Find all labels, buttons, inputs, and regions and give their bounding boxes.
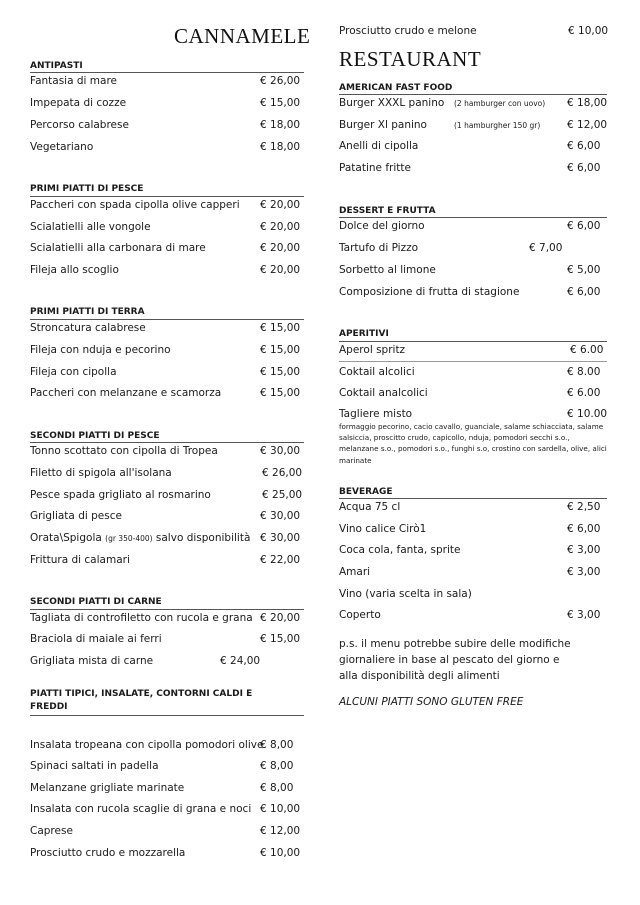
menu-item-name: Scialatielli alle vongole <box>30 221 151 233</box>
menu-item-price: € 22,00 <box>260 554 301 566</box>
menu-item-price: € 12,00 <box>567 119 608 131</box>
menu-item-price: € 30,00 <box>260 532 301 544</box>
menu-item-name: Coca cola, fanta, sprite <box>339 544 461 556</box>
section-divider <box>30 442 304 443</box>
section-heading-primi-terra: PRIMI PIATTI DI TERRA <box>30 307 145 317</box>
menu-item-price: € 8,00 <box>260 760 294 772</box>
menu-item-price: € 25,00 <box>262 489 303 501</box>
menu-item-name: Coperto <box>339 609 381 621</box>
section-heading-secondi-carne: SECONDI PIATTI DI CARNE <box>30 597 162 607</box>
menu-footnote: p.s. il menu potrebbe subire delle modifiche giornaliere in base al pescato del giorno e alla disponibilità degli alimenti <box>339 638 571 682</box>
menu-item-name: Scialatielli alla carbonara di mare <box>30 242 206 254</box>
menu-item-name: Frittura di calamari <box>30 554 130 566</box>
section-heading-primi-pesce: PRIMI PIATTI DI PESCE <box>30 184 144 194</box>
menu-item-price: € 24,00 <box>220 655 261 667</box>
menu-item-name: Caprese <box>30 825 73 837</box>
menu-item-price: € 8,00 <box>260 739 294 751</box>
menu-item-orata-spigola <box>30 532 250 544</box>
menu-item-price: € 5,00 <box>567 264 601 276</box>
menu-item-name: Vino (varia scelta in sala) <box>339 588 472 600</box>
menu-item-name: Grigliata di pesce <box>30 510 122 522</box>
menu-item-name: Insalata tropeana con cipolla pomodori olive <box>30 739 264 751</box>
restaurant-name: CANNAMELE <box>174 24 311 48</box>
menu-item-name: Spinaci saltati in padella <box>30 760 159 772</box>
menu-item-name: Percorso calabrese <box>30 119 129 131</box>
menu-item-price: € 3,00 <box>567 566 601 578</box>
menu-item-name: Coktail analcolici <box>339 387 428 399</box>
menu-item-price: € 15,00 <box>260 366 301 378</box>
menu-item-name: Amari <box>339 566 371 578</box>
menu-item-name: Pesce spada grigliato al rosmarino <box>30 489 211 501</box>
menu-item-price: € 12,00 <box>260 825 301 837</box>
menu-item-price: € 20,00 <box>260 199 301 211</box>
menu-item-name: Insalata con rucola scaglie di grana e noci <box>30 803 252 815</box>
row-divider <box>339 361 607 362</box>
section-heading-beverage: BEVERAGE <box>339 487 393 497</box>
tagliere-description: formaggio pecorino, cacio cavallo, guanciale, salame schiacciata, salame salsiccia, proscitto crudo, capicollo, nduja, pomodori secchi s.o., melanzane s.o., pomodori s.o., funghi s.o, crostino con sardella, olive, alici marinate <box>339 422 607 465</box>
menu-item-name: Orata\Spigola <box>30 532 102 544</box>
menu-item-name: Impepata di cozze <box>30 97 127 109</box>
section-heading-american-fast-food: AMERICAN FAST FOOD <box>339 83 453 93</box>
menu-item-price: € 6,00 <box>567 162 601 174</box>
menu-item-name: Filetto di spigola all'isolana <box>30 467 172 479</box>
section-divider <box>339 94 607 95</box>
menu-item-note: (2 hamburger con uovo) <box>454 99 546 108</box>
menu-item-name: Fileja con nduja e pecorino <box>30 344 171 356</box>
menu-item-price: € 18,00 <box>260 141 301 153</box>
menu-item-name: Paccheri con melanzane e scamorza <box>30 387 222 399</box>
menu-item-name: Sorbetto al limone <box>339 264 436 276</box>
menu-item-price: € 26,00 <box>260 75 301 87</box>
menu-item-name: Paccheri con spada cipolla olive capperi <box>30 199 240 211</box>
menu-item-price: € 6,00 <box>567 140 601 152</box>
section-divider <box>30 715 304 716</box>
menu-item-name: Vino calice Cirò1 <box>339 523 427 535</box>
menu-item-price: € 6.00 <box>570 344 604 356</box>
menu-item-price: € 6,00 <box>567 523 601 535</box>
menu-item-price: € 20,00 <box>260 221 301 233</box>
section-heading-aperitivi: APERITIVI <box>339 329 389 339</box>
menu-item-price: € 20,00 <box>260 612 301 624</box>
menu-item-price: € 8,00 <box>260 782 294 794</box>
menu-item-name: Grigliata mista di carne <box>30 655 154 667</box>
menu-item-price: € 15,00 <box>260 322 301 334</box>
menu-item-price: € 10,00 <box>568 25 609 37</box>
menu-item-suffix: salvo disponibilità <box>155 532 251 544</box>
section-heading-secondi-pesce: SECONDI PIATTI DI PESCE <box>30 431 160 441</box>
menu-item-name: Tagliere misto <box>339 408 413 420</box>
section-divider <box>30 319 304 320</box>
section-divider <box>339 217 607 218</box>
menu-item-price: € 6,00 <box>567 286 601 298</box>
menu-item-note: (gr 350-400) <box>105 534 153 543</box>
menu-item-name: Burger XXXL panino <box>339 97 445 109</box>
menu-item-note: (1 hamburgher 150 gr) <box>454 121 541 130</box>
menu-item-name: Acqua 75 cl <box>339 501 401 513</box>
menu-item-name: Prosciutto crudo e mozzarella <box>30 847 186 859</box>
menu-item-price: € 6.00 <box>567 387 601 399</box>
section-heading-piatti-tipici: PIATTI TIPICI, INSALATE, CONTORNI CALDI E FREDDI <box>30 689 253 712</box>
menu-item-name: Fantasia di mare <box>30 75 118 87</box>
menu-item-name: Melanzane grigliate marinate <box>30 782 185 794</box>
section-divider <box>339 498 607 499</box>
menu-item-name: Patatine fritte <box>339 162 411 174</box>
section-divider <box>30 196 304 197</box>
menu-item-name: Tonno scottato con cipolla di Tropea <box>30 445 218 457</box>
menu-item-price: € 15,00 <box>260 633 301 645</box>
menu-item-name: Stroncatura calabrese <box>30 322 146 334</box>
menu-item-price: € 20,00 <box>260 264 301 276</box>
section-heading-antipasti: ANTIPASTI <box>30 61 83 71</box>
menu-item-price: € 18,00 <box>260 119 301 131</box>
menu-item-name: Tagliata di controfiletto con rucola e grana <box>30 612 253 624</box>
menu-item-name: Aperol spritz <box>339 344 406 356</box>
menu-item-price: € 30,00 <box>260 510 301 522</box>
menu-item-name: Dolce del giorno <box>339 220 425 232</box>
gluten-free-note: ALCUNI PIATTI SONO GLUTEN FREE <box>339 696 524 708</box>
restaurant-subtitle: RESTAURANT <box>339 47 482 71</box>
menu-item-price: € 15,00 <box>260 344 301 356</box>
menu-item-price: € 15,00 <box>260 387 301 399</box>
menu-item-name: Burger Xl panino <box>339 119 427 131</box>
menu-item-price: € 2,50 <box>567 501 601 513</box>
menu-item-name: Prosciutto crudo e melone <box>339 25 477 37</box>
menu-item-price: € 10.00 <box>567 408 608 420</box>
menu-item-price: € 20,00 <box>260 242 301 254</box>
menu-item-price: € 10,00 <box>260 803 301 815</box>
menu-item-price: € 18,00 <box>567 97 608 109</box>
menu-item-price: € 8.00 <box>567 366 601 378</box>
menu-item-name: Fileja allo scoglio <box>30 264 119 276</box>
menu-item-name: Vegetariano <box>30 141 94 153</box>
menu-item-price: € 7,00 <box>529 242 563 254</box>
menu-item-name: Composizione di frutta di stagione <box>339 286 520 298</box>
menu-item-name: Braciola di maiale ai ferri <box>30 633 162 645</box>
menu-item-name: Fileja con cipolla <box>30 366 117 378</box>
menu-item-price: € 10,00 <box>260 847 301 859</box>
menu-item-price: € 6,00 <box>567 220 601 232</box>
menu-item-price: € 30,00 <box>260 445 301 457</box>
menu-item-name: Anelli di cipolla <box>339 140 419 152</box>
menu-item-name: Tartufo di Pizzo <box>339 242 419 254</box>
menu-item-price: € 15,00 <box>260 97 301 109</box>
menu-item-name: Coktail alcolici <box>339 366 415 378</box>
section-divider <box>339 341 607 342</box>
menu-item-price: € 3,00 <box>567 544 601 556</box>
section-heading-dessert-frutta: DESSERT E FRUTTA <box>339 206 436 216</box>
section-divider <box>30 72 304 73</box>
menu-item-price: € 3,00 <box>567 609 601 621</box>
section-divider <box>30 609 304 610</box>
menu-item-price: € 26,00 <box>262 467 303 479</box>
